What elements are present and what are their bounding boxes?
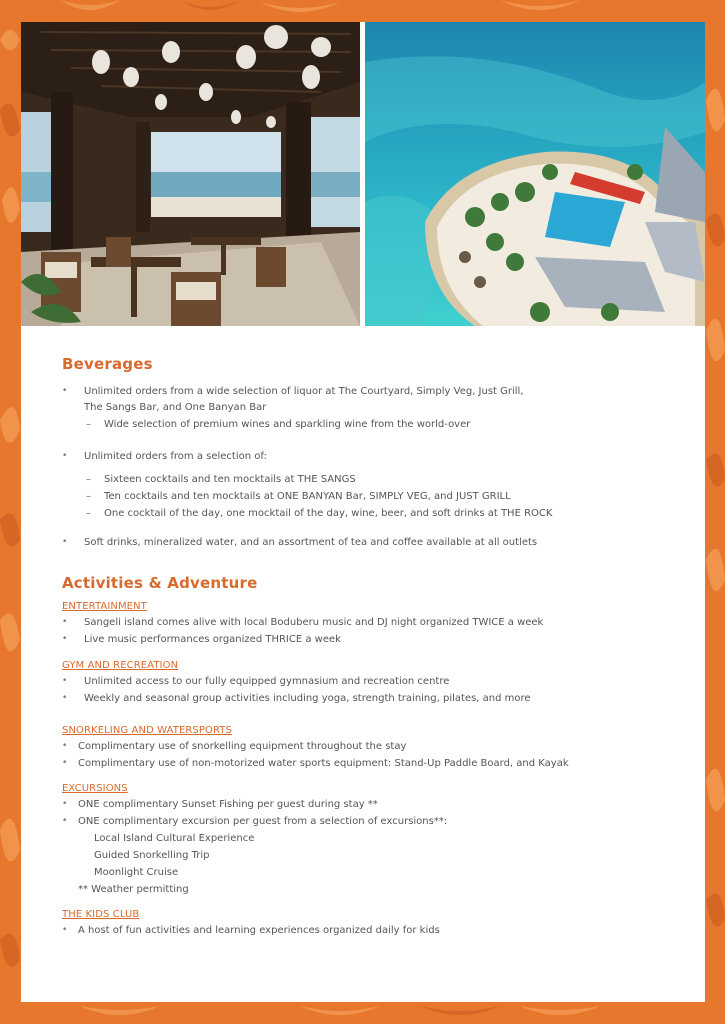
- photo-strip: [21, 22, 705, 326]
- kids-club-title: THE KIDS CLUB: [62, 909, 140, 920]
- island-aerial-photo: [365, 22, 705, 326]
- content-area: [62, 355, 682, 939]
- list-item: • A host of fun activities and learning experiences organized daily for kids: [62, 922, 682, 939]
- weather-note: ** Weather permitting: [78, 884, 189, 895]
- gym-title: GYM AND RECREATION: [62, 660, 179, 671]
- entertainment-title: ENTERTAINMENT: [62, 601, 147, 612]
- snorkeling-title: SNORKELING AND WATERSPORTS: [62, 725, 232, 736]
- entertainment-list: [62, 614, 682, 648]
- list-subitem: – Ten cocktails and ten mocktails at ONE BANYAN Bar, SIMPLY VEG, and JUST GRILL: [62, 488, 682, 505]
- excursion-option: Local Island Cultural Experience: [94, 833, 255, 844]
- list-item: • Weekly and seasonal group activities including yoga, strength training, pilates, and more: [62, 690, 682, 707]
- excursion-option: Moonlight Cruise: [94, 867, 179, 878]
- list-subitem: – Sixteen cocktails and ten mocktails at THE SANGS: [62, 471, 682, 488]
- excursions-list: [62, 796, 682, 898]
- list-subitem: – One cocktail of the day, one mocktail of the day, wine, beer, and soft drinks at THE ROCK: [62, 505, 682, 522]
- activities-heading: Activities & Adventure: [62, 574, 258, 592]
- list-item: • Unlimited orders from a wide selection of liquor at The Courtyard, Simply Veg, Just Grill,: [62, 383, 682, 400]
- snorkeling-list: [62, 738, 682, 772]
- excursion-option: Guided Snorkelling Trip: [94, 850, 210, 861]
- gym-list: [62, 673, 682, 707]
- restaurant-photo: [21, 22, 360, 326]
- list-item-continuation: The Sangs Bar, and One Banyan Bar: [84, 402, 267, 413]
- list-subitem: – Wide selection of premium wines and sparkling wine from the world-over: [62, 416, 682, 433]
- beverages-heading: Beverages: [62, 355, 153, 373]
- list-item: • Unlimited access to our fully equipped gymnasium and recreation centre: [62, 673, 682, 690]
- list-item: • Complimentary use of non-motorized water sports equipment: Stand-Up Paddle Board, and Kayak: [62, 755, 682, 772]
- kids-club-list: [62, 922, 682, 939]
- excursions-title: EXCURSIONS: [62, 783, 128, 794]
- list-item: • Soft drinks, mineralized water, and an assortment of tea and coffee available at all outlets: [62, 534, 682, 551]
- list-item: • Complimentary use of snorkelling equipment throughout the stay: [62, 738, 682, 755]
- list-item: • ONE complimentary Sunset Fishing per guest during stay **: [62, 796, 682, 813]
- list-item: • Unlimited orders from a selection of:: [62, 448, 682, 465]
- list-item: • ONE complimentary excursion per guest from a selection of excursions**:: [62, 813, 682, 830]
- list-item: • Live music performances organized THRICE a week: [62, 631, 682, 648]
- beverages-list: [62, 383, 682, 551]
- list-item: • Sangeli island comes alive with local Boduberu music and DJ night organized TWICE a week: [62, 614, 682, 631]
- brochure-page: [21, 22, 705, 1002]
